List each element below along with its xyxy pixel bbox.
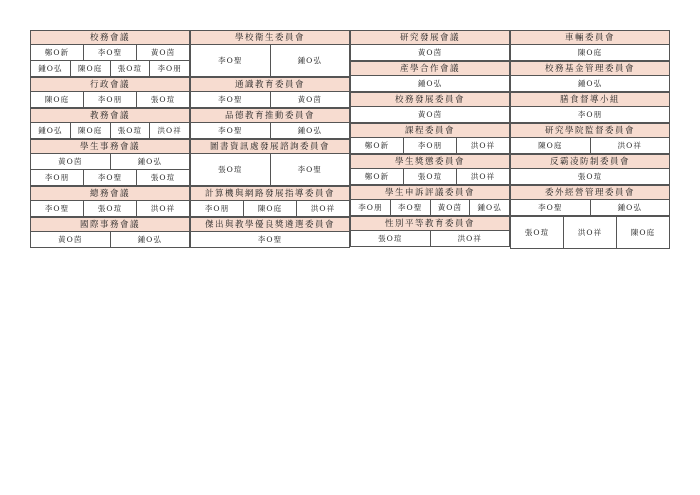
member-name: 鍾O弘 <box>417 79 443 88</box>
member-row <box>351 138 509 154</box>
member-name: 黃O茵 <box>136 45 189 60</box>
committee-block <box>350 123 510 154</box>
member-name: 李O聖 <box>44 204 70 213</box>
member-row <box>191 154 349 186</box>
committee-block <box>350 30 510 61</box>
committee-block <box>510 61 670 92</box>
member-name: 李O朋 <box>44 173 70 182</box>
member-row <box>31 201 189 217</box>
committee-title: 計算機與網路發展指導委員會 <box>191 186 349 201</box>
committee-block <box>350 216 510 247</box>
member-name: 鍾O弘 <box>590 200 670 215</box>
member-name: 陳O庭 <box>577 48 603 57</box>
committee-block <box>30 77 190 108</box>
member-name: 李O聖 <box>83 170 136 185</box>
member-name: 洪O祥 <box>296 201 349 216</box>
member-name: 李O聖 <box>257 235 283 244</box>
committee-block <box>510 216 670 249</box>
member-name: 洪O祥 <box>456 169 509 184</box>
member-name: 洪O祥 <box>456 138 509 153</box>
committee-block <box>190 186 350 217</box>
column-1 <box>30 30 190 248</box>
member-name: 鍾O弘 <box>577 79 603 88</box>
member-name: 鄭O新 <box>364 172 390 181</box>
member-name: 洪O祥 <box>136 201 189 216</box>
member-name: 鄭O新 <box>44 48 70 57</box>
member-name: 陳O庭 <box>44 95 70 104</box>
committee-block <box>510 185 670 216</box>
member-name: 張O瑄 <box>110 123 150 138</box>
member-name: 李O朋 <box>577 110 603 119</box>
committee-title: 傑出與教學優良獎遴選委員會 <box>191 217 349 232</box>
committee-title: 校務發展委員會 <box>351 92 509 107</box>
member-name: 李O聖 <box>390 200 430 215</box>
committee-block <box>350 185 510 216</box>
member-name: 鄭O新 <box>364 141 390 150</box>
committee-title: 產學合作會議 <box>351 61 509 76</box>
member-name: 李O聖 <box>218 56 243 65</box>
committee-block <box>350 154 510 185</box>
member-name: 李O聖 <box>83 45 136 60</box>
member-name: 洪O祥 <box>430 231 510 246</box>
committee-title: 車輛委員會 <box>511 30 669 45</box>
member-name: 黃O茵 <box>58 235 83 244</box>
member-row <box>511 107 669 123</box>
member-name: 張O瑄 <box>378 234 403 243</box>
member-name: 洪O祥 <box>149 123 189 138</box>
member-name: 鍾O弘 <box>469 200 509 215</box>
member-row <box>511 138 669 154</box>
member-name: 李O朋 <box>403 138 456 153</box>
committee-block <box>190 108 350 139</box>
column-4 <box>510 30 670 249</box>
member-row <box>511 76 669 92</box>
committee-block <box>30 30 190 77</box>
committee-title: 總務會議 <box>31 186 189 201</box>
committee-block <box>350 92 510 123</box>
member-row <box>351 169 509 185</box>
committee-title: 性別平等教育委員會 <box>351 216 509 231</box>
member-row <box>511 45 669 61</box>
member-name: 鍾O弘 <box>110 154 190 169</box>
member-row <box>511 169 669 185</box>
member-row <box>31 45 189 61</box>
committee-block <box>190 30 350 77</box>
committee-block <box>510 154 670 185</box>
member-name: 鍾O弘 <box>270 45 350 76</box>
member-name: 陳O庭 <box>538 141 563 150</box>
member-row <box>191 232 349 248</box>
committee-title: 課程委員會 <box>351 123 509 138</box>
member-name: 李O朋 <box>358 203 383 212</box>
committee-title: 反霸凌防制委員會 <box>511 154 669 169</box>
committee-block <box>30 139 190 186</box>
committee-title: 校務基金管理委員會 <box>511 61 669 76</box>
committee-block <box>30 217 190 248</box>
member-row <box>31 61 189 77</box>
committee-block <box>190 77 350 108</box>
committee-title: 研究發展會議 <box>351 30 509 45</box>
member-row <box>31 232 189 248</box>
member-row <box>511 200 669 216</box>
committee-title: 品德教育推動委員會 <box>191 108 349 123</box>
committee-title: 圖書資訊處發展諮詢委員會 <box>191 139 349 154</box>
member-name: 張O瑄 <box>403 169 456 184</box>
member-name: 李O聖 <box>538 203 563 212</box>
committee-block <box>510 123 670 154</box>
committee-block <box>190 217 350 248</box>
member-name: 李O聖 <box>218 126 243 135</box>
member-row <box>511 217 669 249</box>
member-name: 黃O茵 <box>417 110 443 119</box>
member-row <box>351 107 509 123</box>
member-row <box>351 45 509 61</box>
committee-block <box>30 186 190 217</box>
member-row <box>351 76 509 92</box>
member-name: 李O朋 <box>83 92 136 107</box>
committee-block <box>510 92 670 123</box>
member-name: 李O朋 <box>149 61 189 76</box>
member-name: 鍾O弘 <box>110 232 190 247</box>
member-name: 李O聖 <box>218 95 243 104</box>
member-row <box>31 154 189 170</box>
committee-title: 膳食督導小組 <box>511 92 669 107</box>
member-name: 張O瑄 <box>136 170 189 185</box>
member-name: 張O瑄 <box>83 201 136 216</box>
member-name: 張O瑄 <box>218 165 243 174</box>
committee-title: 行政會議 <box>31 77 189 92</box>
committee-title: 教務會議 <box>31 108 189 123</box>
member-row <box>31 123 189 139</box>
member-name: 陳O庭 <box>70 123 110 138</box>
member-name: 鍾O弘 <box>270 123 350 138</box>
committee-title: 通識教育委員會 <box>191 77 349 92</box>
member-name: 李O朋 <box>204 204 230 213</box>
member-row <box>191 45 349 77</box>
member-name: 黃O茵 <box>270 92 350 107</box>
member-row <box>351 200 509 216</box>
member-row <box>191 92 349 108</box>
member-row <box>191 201 349 217</box>
member-name: 黃O茵 <box>417 48 443 57</box>
member-name: 陳O庭 <box>243 201 296 216</box>
column-3 <box>350 30 510 247</box>
member-name: 李O聖 <box>270 154 350 185</box>
member-name: 鍾O弘 <box>38 64 63 73</box>
committee-block <box>190 139 350 186</box>
committee-title: 學生申訴評議委員會 <box>351 185 509 200</box>
member-name: 張O瑄 <box>136 92 189 107</box>
member-name: 洪O祥 <box>590 138 670 153</box>
committee-title: 學校衛生委員會 <box>191 30 349 45</box>
member-row <box>191 123 349 139</box>
member-name: 洪O祥 <box>563 217 616 248</box>
committee-title: 委外經營管理委員會 <box>511 185 669 200</box>
member-name: 陳O庭 <box>70 61 110 76</box>
committee-title: 校務會議 <box>31 30 189 45</box>
member-row <box>31 92 189 108</box>
committee-title: 研究學院監督委員會 <box>511 123 669 138</box>
member-row <box>31 170 189 186</box>
member-name: 張O瑄 <box>524 228 550 237</box>
column-2 <box>190 30 350 248</box>
committee-title: 學生獎懲委員會 <box>351 154 509 169</box>
member-name: 陳O庭 <box>616 217 669 248</box>
committee-block <box>350 61 510 92</box>
member-name: 鍾O弘 <box>38 126 63 135</box>
member-row <box>351 231 509 247</box>
member-name: 張O瑄 <box>577 172 603 181</box>
member-name: 黃O茵 <box>430 200 470 215</box>
member-name: 黃O茵 <box>58 157 83 166</box>
member-name: 張O瑄 <box>110 61 150 76</box>
committee-block <box>510 30 670 61</box>
committee-block <box>30 108 190 139</box>
committee-title: 學生事務會議 <box>31 139 189 154</box>
committee-title: 國際事務會議 <box>31 217 189 232</box>
